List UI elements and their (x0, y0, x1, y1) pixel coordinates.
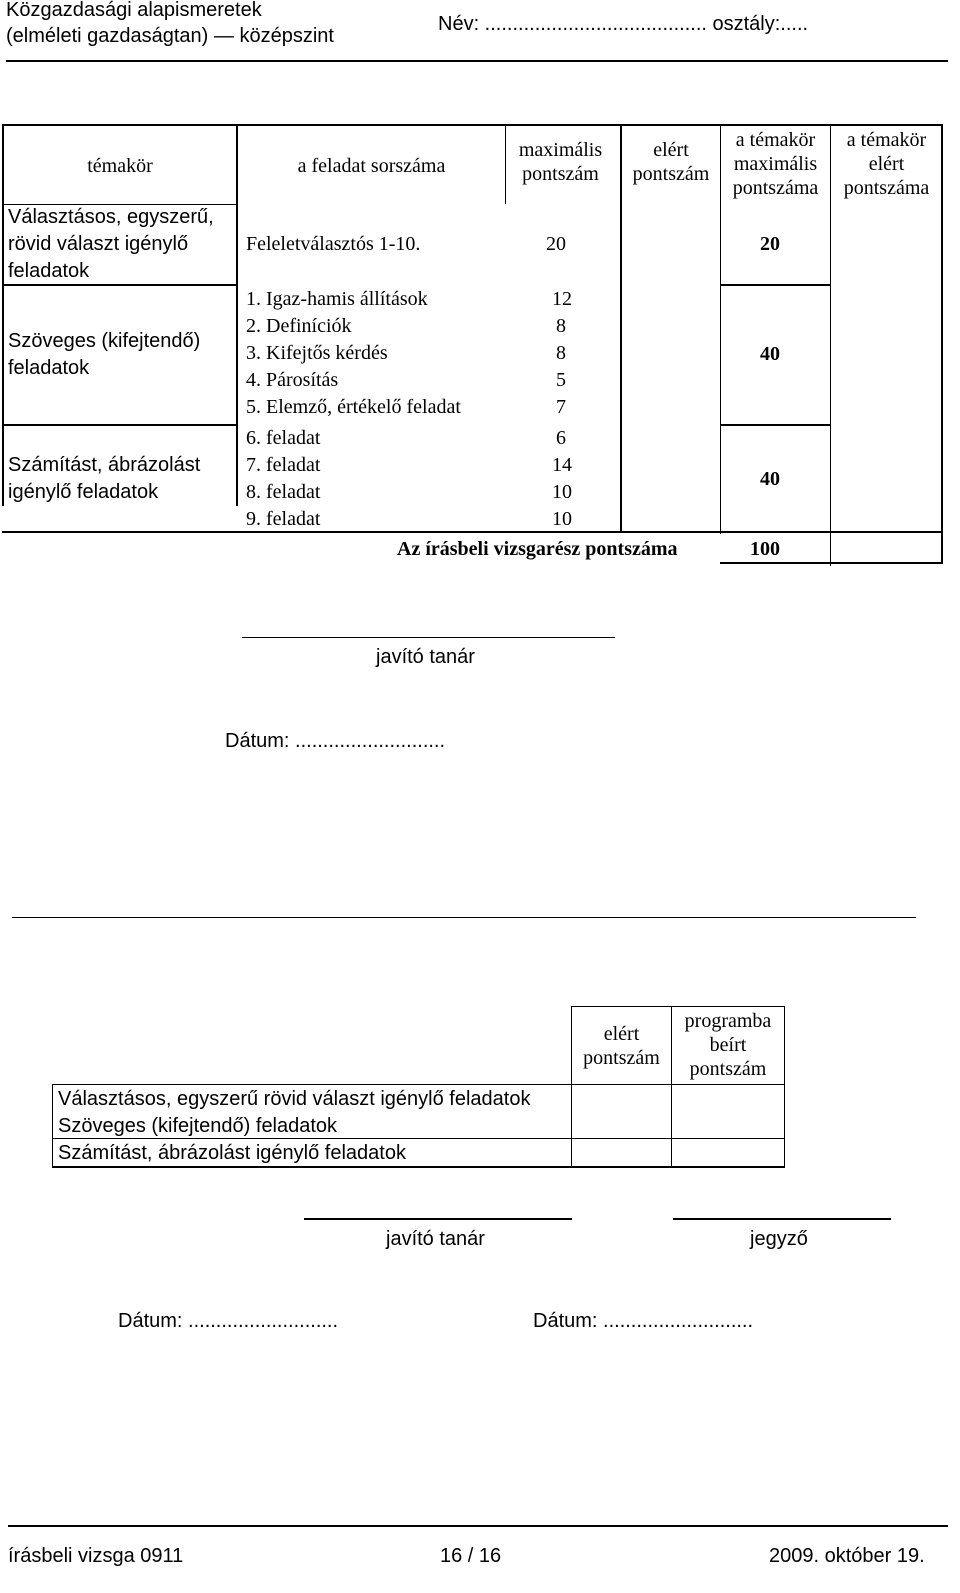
teacher-signature-label: javító tanár (376, 646, 475, 668)
notary-date: Dátum: ........................... (533, 1310, 754, 1332)
max-cell: 10 (552, 481, 572, 503)
section-divider (12, 917, 916, 918)
topic-cell-multiple-choice: Választásos, egyszerű, rövid választ igénylő feladatok (8, 206, 214, 282)
task-cell: 1. Igaz-hamis állítások (246, 288, 428, 310)
col-header-topic: témakör (87, 155, 153, 177)
max-cell: 5 (556, 369, 566, 391)
task-cell: 3. Kifejtős kérdés (246, 342, 388, 364)
col-header-achieved-points: elért pontszám (632, 139, 710, 185)
max-cell: 7 (556, 396, 566, 418)
topic-max-cell: 20 (760, 233, 780, 255)
topic-cell-essay: Szöveges (kifejtendő) feladatok (8, 330, 201, 379)
score-table (0, 122, 948, 564)
col-header-topic-achieved: a témakör elért pontszáma (843, 129, 930, 199)
footer-date: 2009. október 19. (769, 1545, 925, 1567)
teacher-signature-line (242, 637, 615, 638)
header-title-line1: Közgazdasági alapismeretek (6, 0, 262, 21)
summary-col-program: programba beírt pontszám (684, 1010, 772, 1080)
teacher-date-2: Dátum: ........................... (118, 1310, 339, 1332)
max-cell: 12 (552, 288, 572, 310)
task-cell: 7. feladat (246, 454, 321, 476)
max-cell: 8 (556, 342, 566, 364)
total-value: 100 (750, 538, 780, 560)
header-name-field: Név: ........................................ osztály:..... (438, 13, 809, 35)
summary-row-label: Szöveges (kifejtendő) feladatok (58, 1115, 338, 1137)
teacher-signature-line-2 (304, 1218, 572, 1220)
max-cell: 8 (556, 315, 566, 337)
topic-cell-calculation: Számítást, ábrázolást igénylő feladatok (8, 454, 201, 503)
task-cell: 2. Definíciók (246, 315, 352, 337)
summary-row-label: Választásos, egyszerű rövid választ igénylő feladatok (58, 1088, 531, 1110)
footer-rule (8, 1525, 948, 1527)
summary-table (0, 1000, 800, 1175)
topic-max-cell: 40 (760, 343, 780, 365)
col-header-max-points: maximális pontszám (518, 139, 603, 185)
notary-signature-label: jegyző (750, 1228, 808, 1250)
total-label: Az írásbeli vizsgarész pontszáma (397, 538, 678, 560)
teacher-signature-label-2: javító tanár (386, 1228, 485, 1250)
header-title-line2: (elméleti gazdaságtan) — középszint (6, 25, 334, 47)
task-cell: 5. Elemző, értékelő feladat (246, 396, 461, 418)
topic-max-cell: 40 (760, 468, 780, 490)
max-cell: 6 (556, 427, 566, 449)
max-cell: 14 (552, 454, 572, 476)
max-cell: 10 (552, 508, 572, 530)
task-cell: 4. Párosítás (246, 369, 339, 391)
teacher-date: Dátum: ........................... (225, 730, 446, 752)
task-cell: 9. feladat (246, 508, 321, 530)
footer-exam-code: írásbeli vizsga 0911 (8, 1545, 184, 1567)
task-cell: Feleletválasztós 1-10. (246, 233, 421, 255)
footer-page-number: 16 / 16 (440, 1545, 502, 1567)
task-cell: 8. feladat (246, 481, 321, 503)
max-cell: 20 (546, 233, 566, 255)
header-rule (6, 60, 948, 62)
summary-row-label: Számítást, ábrázolást igénylő feladatok (58, 1142, 406, 1164)
task-cell: 6. feladat (246, 427, 321, 449)
summary-col-achieved: elért pontszám (583, 1023, 660, 1069)
col-header-task-number: a feladat sorszáma (297, 155, 446, 177)
notary-signature-line (673, 1218, 891, 1220)
col-header-topic-max: a témakör maximális pontszáma (732, 129, 819, 199)
